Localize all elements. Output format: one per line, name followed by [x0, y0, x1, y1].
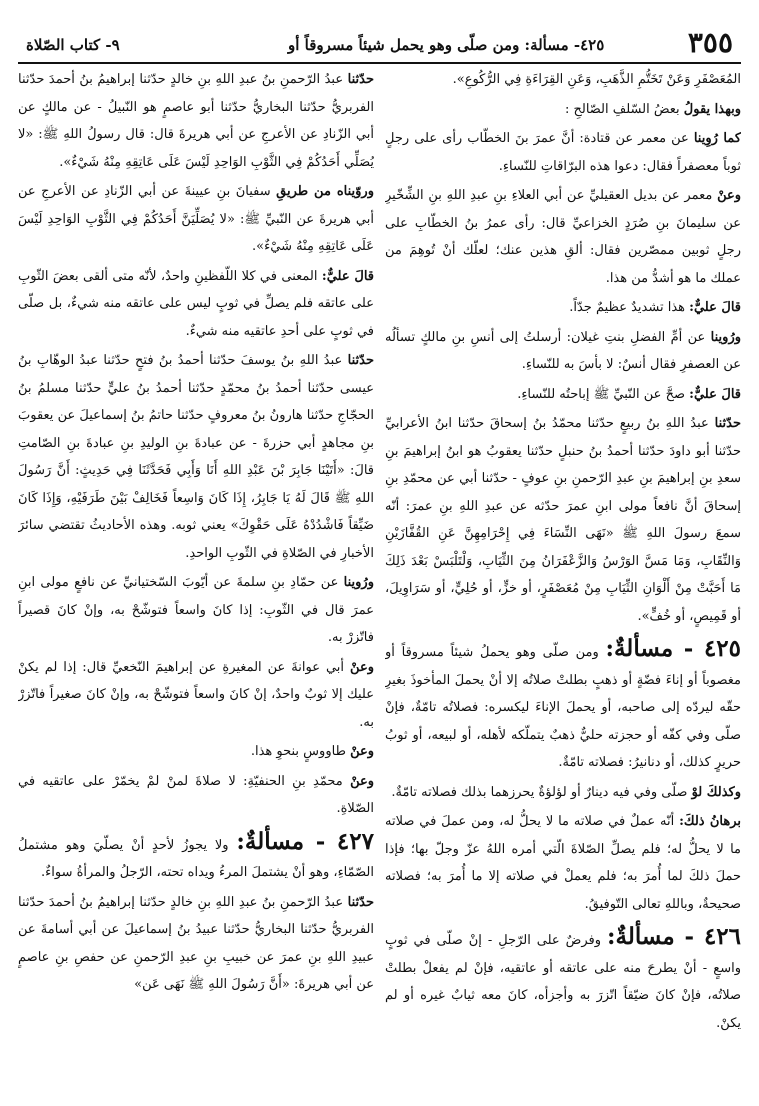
paragraph: قالَ عليٌّ: هذا تشديدٌ عظيمٌ جدّاً. [569, 300, 741, 315]
paragraph: حدّثنا عبدُ الرّحمنِ بنُ عبدِ اللهِ بنِ خالدٍ حدّثنا إبراهيمُ بنُ أحمدَ حدّثنا الفربريُّ حدّثنا البخاريُّ حدّثنا عبيدُ بنُ إسماعيلَ عن أبي أسامةَ عن عبيدِ اللهِ بنِ عمرَ عن خبيبِ بنِ عبدِ الرّحمنِ عن حفصِ بنِ عاصمٍ عن أبي هريرةَ: «أَنَّ رَسُولَ اللهِ ﷺ نَهَى عَن» [18, 894, 374, 992]
page-number: ٣٥٥ [687, 26, 733, 59]
paragraph: حدّثنا عبدُ اللهِ بنُ ربيعٍ حدّثنا محمّدُ بنُ إسحاقَ حدّثنا ابنُ الأعرابيِّ حدّثنا أبو داودَ حدّثنا أحمدُ بنُ حنبلٍ حدّثنا يعقوبُ هو ابنُ إبراهيمَ بنِ سعدِ بنِ إبراهيمَ بنِ عبدِ الرّحمنِ بنِ عوفٍ - حدّثنا أبي عن محمّدِ بنِ إسحاقَ أنَّ نافعاً مولى ابنِ عمرَ حدّثه عن عبدِ اللهِ بنِ عمرَ: أنّه سمعَ رسولَ اللهِ ﷺ «نَهَى النِّسَاءَ فِي إِحْرَامِهِنَّ عَنِ القُفَّازَيْنِ وَالنِّقَابِ، وَمَا مَسَّ الوَرْسُ وَالزَّعْفَرَانُ مِنَ الثِّيَابِ، وَلْتَلْبَسْ بَعْدَ ذَلِكَ مَا أَحَبَّتْ مِنْ أَلْوَانِ الثِّيَابِ مِنْ مُعَصْفَرٍ، أو خزٍّ، أو حُلِيٍّ، أو سَرَاوِيلَ، أو قَمِيصٍ، أو خُفٍّ». [385, 416, 741, 624]
paragraph: وعنْ معمر عن بديل العقيليِّ عن أبي العلاءِ بنِ عبدِ اللهِ بنِ الشِّخّيرِ عن سليمانَ بنِ صُرَدٍ الخزاعيِّ قال: رأى عمرُ بنُ الخطّابِ على رجلٍ ثوبين ممصّرين فقال: ألقِ هذين عنك؛ لعلّك أنْ تُوهِمَ من عملك ما هو أشدُّ من هذا. [385, 188, 741, 286]
paragraph: المُعَصْفَرِ وَعَنْ تَخَتُّمِ الذَّهَبِ، وَعَنِ القِرَاءَةِ فِي الرُّكُوعِ». [452, 72, 741, 87]
paragraph: ورُوينا عن حمّادِ بنِ سلمةَ عن أيّوبَ السّختيانيِّ عن نافعٍ مولى ابنِ عمرَ قال في الثّوبِ: إذا كانَ واسعاً فتوشّحْ به، وإنْ كانَ قصيراً فاتّزرْ به. [18, 575, 374, 645]
masala-heading-425: ٤٢٥ - مسألةٌ: ومن صلّى وهو يحملُ شيئاً مسروقاً أو مغصوباً أو إناءَ فضّةٍ أو ذهبٍ بطلتْ صلاتُه إلا أنْ يحملَ المأخوذَ بغيرِ حقّه ليردّه إلى صاحبه، أو يحملَ الإناءَ ليكسره: فصلاتُه تامّةٌ، فإنْ صلّى وفي كفّه أو حجزته حليٌّ ذهبٌ يتملّكه لأهله، أو لبيعه، أو ثوبُ حريرٍ كذلك، أو دنانيرُ: فصلاته تامّةٌ. [385, 635, 741, 770]
paragraph: برهانُ ذلكَ: أنّه عملٌ في صلاته ما لا يحلُّ له، ومن عملَ في صلاته ما لا يحلُّ له؛ فلم يصلِّ الصّلاةَ الّتي أمره اللهُ عزّ وجلّ بها؛ فإذا حملَ ذلكَ لما أُمرَ به؛ فلم يعملْ في صلاته إلا ما أُمرَ به؛ فصلاته صحيحةٌ، وباللهِ تعالى التّوفيقُ. [385, 814, 741, 912]
paragraph: قالَ عليٌّ: المعنى في كلا اللّفظينِ واحدٌ، لأنّه متى ألقى بعضَ الثّوبِ على عاتقه فلم يصلِّ في ثوبٍ ليس على عاتقه منه شيءٌ، بل صلّى في ثوبٍ على أحدِ عاتقيه منه شيءٌ. [18, 268, 374, 339]
paragraph: حدّثنا عبدُ اللهِ بنُ يوسفَ حدّثنا أحمدُ بنُ فتحٍ حدّثنا عبدُ الوهّابِ بنُ عيسى حدّثنا أحمدُ بنُ محمّدٍ حدّثنا أحمدُ بنُ عليٍّ حدّثنا مسلمُ بنُ الحجّاجِ حدّثنا هارونُ بنُ معروفٍ حدّثنا حاتمُ بنُ إسماعيلَ عن يعقوبَ بنِ مجاهدٍ أبي حزرةَ - عن عبادةَ بنِ الوليدِ بنِ عبادةَ بنِ الصّامتِ قالَ: «أَتَيْنَا جَابِرَ بْنَ عَبْدِ اللهِ أَنَا وَأَبِي فَحَدَّثَنَا فِي حَدِيثٍ: أَنَّ رَسُولَ اللهِ ﷺ قَالَ لَهُ يَا جَابِرُ، إِذَا كَانَ وَاسِعاً فَخَالِفْ بَيْنَ طَرَفَيْهِ، وَإِذَا كَانَ ضَيِّقاً فَاشْدُدْهُ عَلَى حَقْوِكَ» يعني ثوبه. وهذه الأحاديثُ تقتضي سائرَ الأخبارِ في الصّلاةِ في الثّوبِ الواحدِ. [18, 353, 374, 561]
chapter-title: ٤٢٥- مسألة: ومن صلّى وهو يحمل شيئاً مسروقاً أو [288, 36, 605, 54]
book-title: ٩- كتاب الصّلاة [26, 36, 120, 54]
paragraph: وروّيناه من طريقِ سفيانَ بنِ عيينةَ عن أبي الزّنادِ عن الأعرجِ عن أبي هريرةَ عن النّبيِّ ﷺ: «لا يُصَلِّيَنَّ أَحَدُكُمْ فِي الثَّوْبِ الوَاحِدِ لَيْسَ عَلَى عَاتِقِهِ مِنْهُ شَيْءٌ». [18, 184, 374, 254]
paragraph: وعنْ طاووسٍ بنحوِ هذا. [250, 744, 374, 759]
left-column [18, 66, 374, 1096]
paragraph: وعنْ محمّدِ بنِ الحنفيّةِ: لا صلاةَ لمنْ لمْ يخمّرْ على عاتقيه في الصّلاةِ. [18, 773, 374, 816]
paragraph: وبهذا يقولُ بعضُ السّلفِ الصّالحِ : [564, 101, 741, 117]
page-header [18, 14, 741, 64]
paragraph: قالَ عليٌّ: صحَّ عن النّبيِّ ﷺ إباحتُه للنّساءِ. [517, 386, 741, 402]
masala-heading-427: ٤٢٧ - مسألةٌ: ولا يجوزُ لأحدٍ أنْ يصلّيَ وهو مشتملُ الصّمّاءِ، وهو أنْ يشتملَ المرءُ ويداه تحته، الرّجلُ والمرأةُ سواءٌ. [18, 827, 374, 880]
masala-heading-426: ٤٢٦ - مسألةٌ: وفرضٌ على الرّجلِ - إنْ صلّى في ثوبٍ واسعٍ - أنْ يطرحَ منه على عاتقه أو عاتقيه، فإنْ لم يفعلْ بطلتْ صلاتُه، فإنْ كانَ ضيّقاً اتّزرَ به وأجزأه، كانَ معه ثيابٌ غيره أو لم يكنْ. [385, 923, 741, 1031]
paragraph: كما رُوِينا عن معمر عن قتادة: أنَّ عمرَ بنَ الخطّاب رأى على رجلٍ ثوباً معصفراً فقال: دعوا هذه البرّاقاتِ للنّساءِ. [385, 131, 741, 174]
paragraph: وكذلكَ لوْ صلّى وفي فيه دينارٌ أو لؤلؤةٌ يحرزهما بذلك فصلاته تامّةٌ. [391, 784, 741, 800]
paragraph: وعنْ أبي عوانةَ عن المغيرةِ عن إبراهيمَ النّخعيِّ قال: إذا لم يكنْ عليك إلا ثوبٌ واحدٌ، إنْ كانَ واسعاً فتوشّحْ به، وإنْ كانَ صغيراً فاتّزرْ به. [18, 659, 374, 730]
paragraph: حدّثنا عبدُ الرّحمنِ بنُ عبدِ اللهِ بنِ خالدٍ حدّثنا إبراهيمُ بنُ أحمدَ حدّثنا الفربريُّ حدّثنا البخاريُّ حدّثنا أبو عاصمٍ هو النّبيلُ - عن مالكٍ عن أبي الزّنادِ عن الأعرجِ عن أبي هريرةَ قال: قال رسولُ اللهِ ﷺ: «لا يُصَلِّي أَحَدُكُمْ فِي الثَّوْبِ الوَاحِدِ لَيْسَ عَلَى عَاتِقِهِ مِنْهُ شَيْءٌ». [18, 72, 374, 170]
paragraph: ورُوينا عن أمِّ الفضلِ بنتِ غيلان: أرسلتُ إلى أنسِ بنِ مالكٍ تسألُه عن العصفرِ فقال أنسٌ: لا بأسَ به للنّساءِ. [385, 329, 741, 372]
right-column [385, 66, 741, 1096]
